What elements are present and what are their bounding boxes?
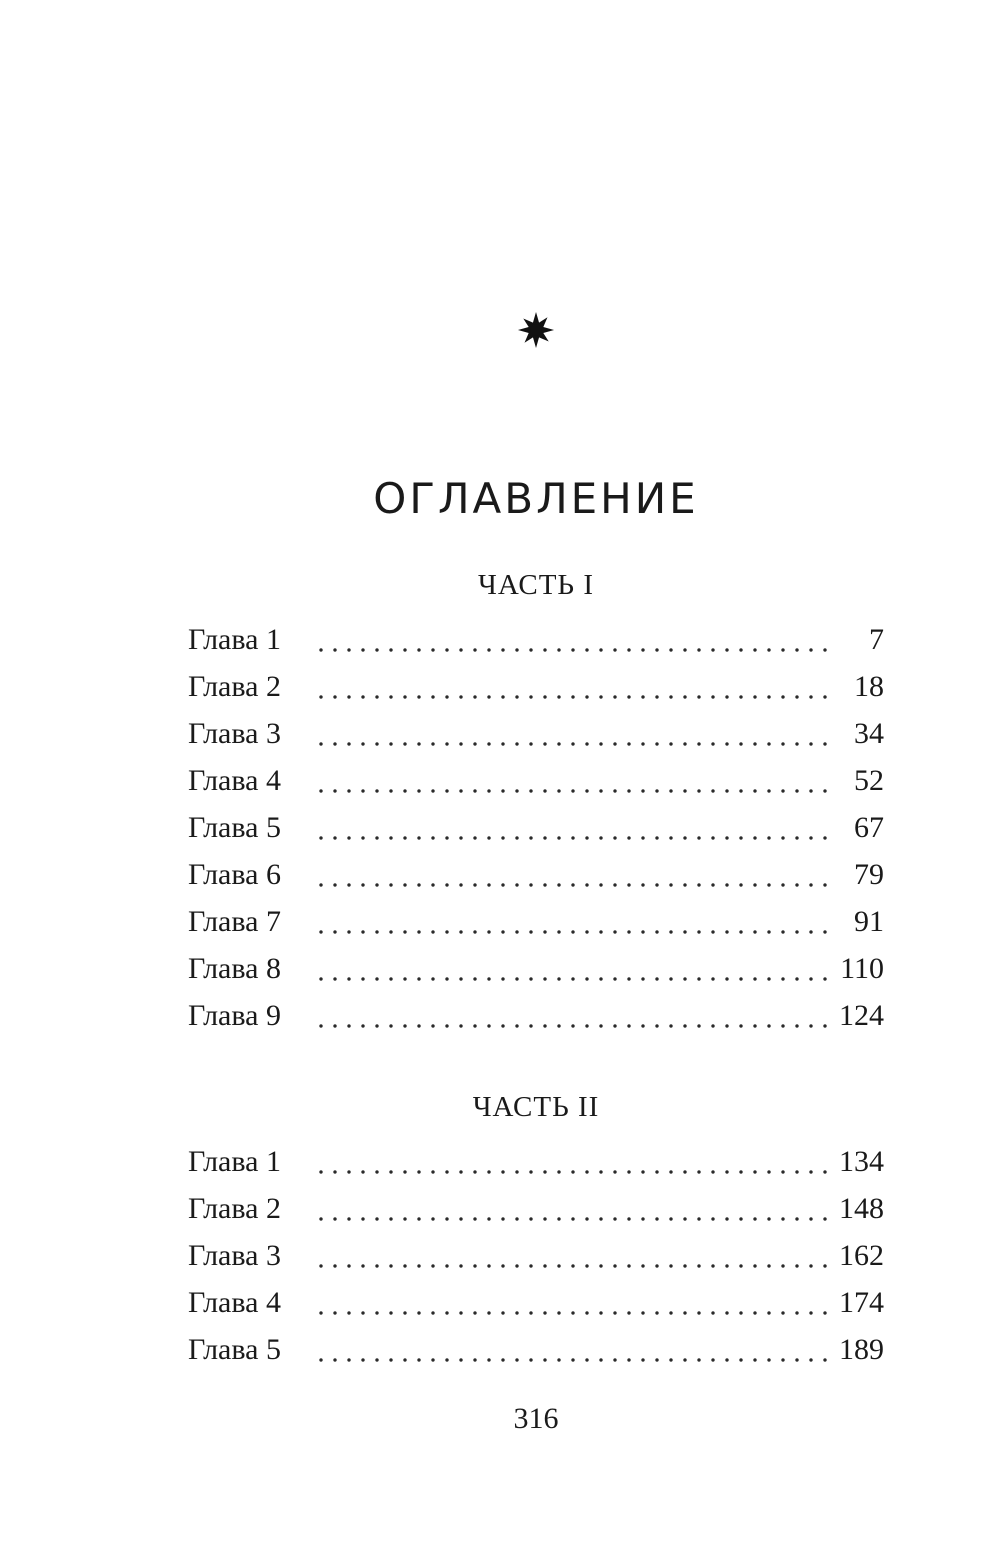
page-ref: 91 bbox=[854, 904, 884, 938]
toc-entry[interactable] bbox=[188, 616, 884, 663]
toc-entry[interactable] bbox=[188, 663, 884, 710]
dot-leader bbox=[314, 860, 832, 890]
page-ref: 34 bbox=[854, 716, 884, 750]
page-number: 316 bbox=[513, 1402, 559, 1435]
page-ref: 110 bbox=[840, 951, 884, 985]
page-ref: 52 bbox=[854, 763, 884, 797]
dot-leader bbox=[314, 1001, 831, 1031]
dot-leader bbox=[314, 1194, 831, 1224]
page-ref: 148 bbox=[839, 1191, 884, 1225]
chapter-label: Глава 7 bbox=[188, 904, 281, 938]
page-ref: 67 bbox=[854, 810, 884, 844]
chapter-label: Глава 1 bbox=[188, 622, 281, 656]
chapter-label: Глава 3 bbox=[188, 1238, 281, 1272]
dot-leader bbox=[314, 907, 832, 937]
toc-entry[interactable] bbox=[188, 757, 884, 804]
page-ref: 79 bbox=[854, 857, 884, 891]
chapter-label: Глава 6 bbox=[188, 857, 281, 891]
toc-entry[interactable] bbox=[188, 945, 884, 992]
page-ref: 18 bbox=[854, 669, 884, 703]
dot-leader bbox=[314, 672, 832, 702]
toc-entry[interactable] bbox=[188, 1138, 884, 1185]
chapter-label: Глава 1 bbox=[188, 1144, 281, 1178]
chapter-label: Глава 8 bbox=[188, 951, 281, 985]
chapter-label: Глава 2 bbox=[188, 1191, 281, 1225]
chapter-label: Глава 4 bbox=[188, 1285, 281, 1319]
page-ref: 7 bbox=[869, 622, 884, 656]
dot-leader bbox=[314, 625, 832, 655]
toc-title: ОГЛАВЛЕНИЕ bbox=[373, 474, 699, 523]
chapter-label: Глава 4 bbox=[188, 763, 281, 797]
toc-entry[interactable] bbox=[188, 992, 884, 1039]
toc-entry[interactable] bbox=[188, 710, 884, 757]
chapter-label: Глава 2 bbox=[188, 669, 281, 703]
dot-leader bbox=[314, 719, 832, 749]
chapter-label: Глава 3 bbox=[188, 716, 281, 750]
toc-entry[interactable] bbox=[188, 898, 884, 945]
page-ref: 189 bbox=[839, 1332, 884, 1366]
toc-entry[interactable] bbox=[188, 1279, 884, 1326]
chapter-label: Глава 5 bbox=[188, 1332, 281, 1366]
part-heading: ЧАСТЬ I bbox=[478, 569, 594, 601]
page-ref: 162 bbox=[839, 1238, 884, 1272]
dot-leader bbox=[314, 813, 832, 843]
toc-entry[interactable] bbox=[188, 804, 884, 851]
dot-leader bbox=[314, 1147, 831, 1177]
chapter-label: Глава 9 bbox=[188, 998, 281, 1032]
chapter-label: Глава 5 bbox=[188, 810, 281, 844]
page-ref: 134 bbox=[839, 1144, 884, 1178]
dot-leader bbox=[314, 1335, 831, 1365]
toc-entry[interactable] bbox=[188, 1232, 884, 1279]
dot-leader bbox=[314, 954, 832, 984]
toc-list-part-1 bbox=[188, 616, 884, 1039]
page-ref: 124 bbox=[839, 998, 884, 1032]
star-ornament-icon bbox=[517, 311, 555, 349]
part-heading: ЧАСТЬ II bbox=[472, 1091, 600, 1123]
toc-entry[interactable] bbox=[188, 1185, 884, 1232]
toc-list-part-2 bbox=[188, 1138, 884, 1373]
page-ref: 174 bbox=[839, 1285, 884, 1319]
toc-entry[interactable] bbox=[188, 1326, 884, 1373]
dot-leader bbox=[314, 766, 832, 796]
toc-entry[interactable] bbox=[188, 851, 884, 898]
dot-leader bbox=[314, 1288, 831, 1318]
dot-leader bbox=[314, 1241, 831, 1271]
